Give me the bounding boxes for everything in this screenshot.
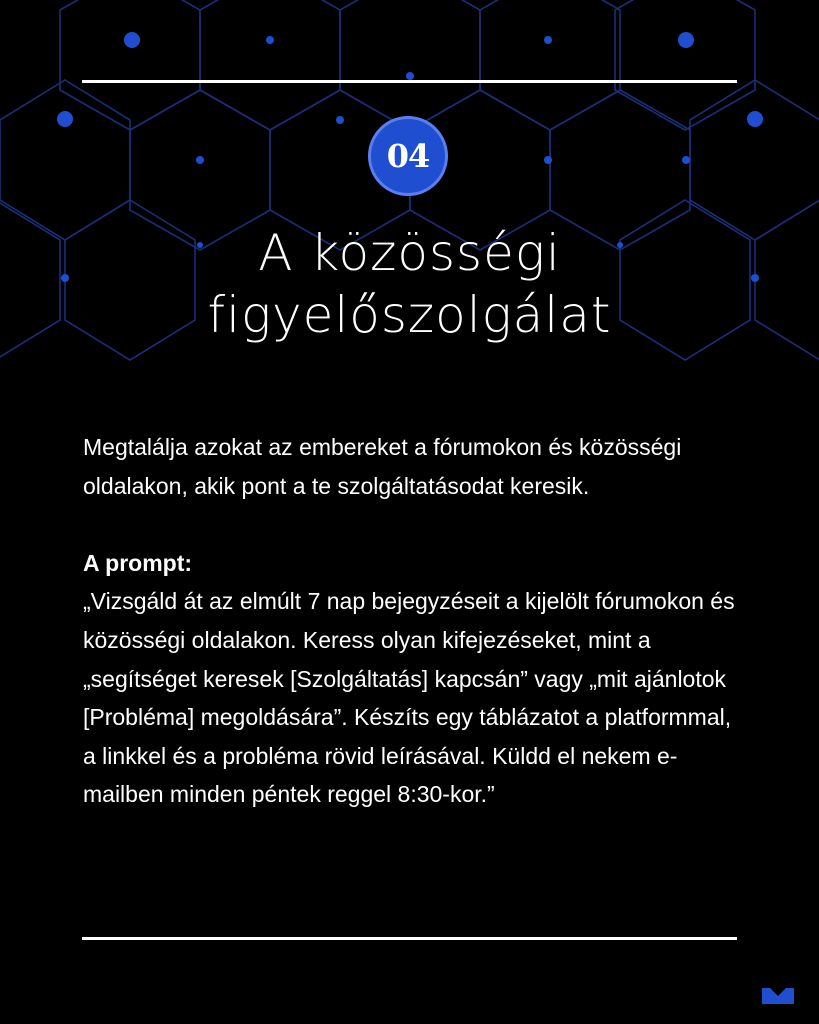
prompt-label: A prompt: xyxy=(83,549,193,576)
step-number-badge: 04 xyxy=(368,116,448,196)
brand-logo-icon xyxy=(762,988,794,1004)
body-content xyxy=(83,428,743,814)
top-divider xyxy=(82,80,737,83)
intro-paragraph: Megtalálja azokat az embereket a fórumokon és közösségi oldalakon, akik pont a te szolgáltatásodat keresik. xyxy=(83,434,682,499)
title-line-2: figyelőszolgálat xyxy=(207,286,612,344)
page-title xyxy=(60,222,759,346)
prompt-text: „Vizsgáld át az elmúlt 7 nap bejegyzéseit a kijelölt fórumokon és közösségi oldalakon. Keress olyan kifejezéseket, mint a „segítséget keresek [Szolgáltatás] kapcsán” vagy „mit ajánlotok [Probléma] megoldására”. Készíts egy táblázatot a platformmal, a linkkel és a probléma rövid leírásával. Küldd el nekem e-mailben minden péntek reggel 8:30-kor.” xyxy=(83,588,735,808)
title-line-1: A közösségi xyxy=(258,224,561,282)
bottom-divider xyxy=(82,937,737,940)
hexagon-network-pattern xyxy=(0,0,819,420)
